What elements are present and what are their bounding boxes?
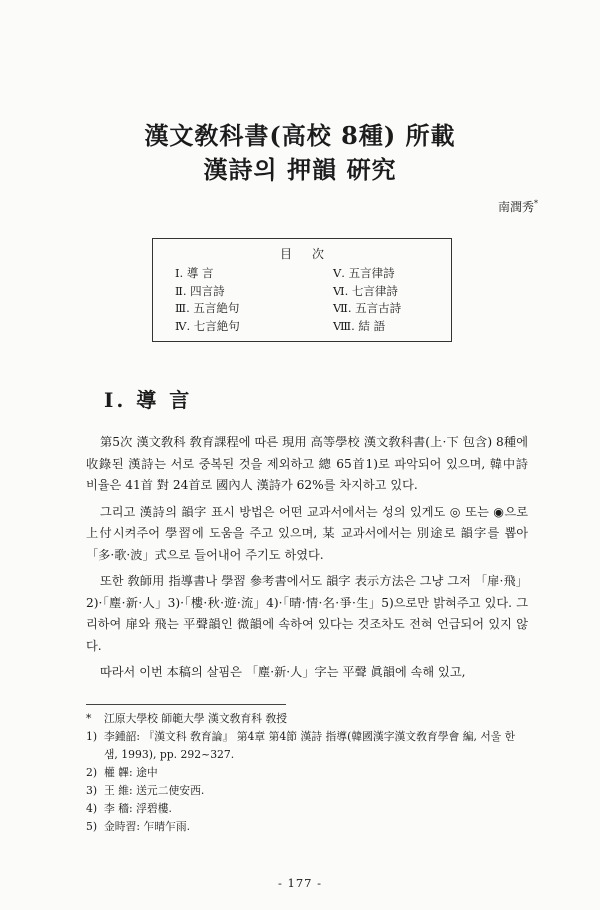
page-number: - 177 - bbox=[277, 876, 323, 890]
footnote bbox=[86, 818, 528, 836]
author bbox=[498, 198, 538, 215]
toc-item: Ⅴ. 五言律詩 bbox=[333, 266, 395, 280]
footnote bbox=[86, 782, 528, 800]
toc-item: Ⅷ. 結 語 bbox=[333, 318, 386, 333]
footnote-mark: 2) bbox=[86, 766, 98, 779]
toc-item: Ⅶ. 五言古詩 bbox=[333, 301, 402, 315]
toc-item: Ⅲ. 五言絶句 bbox=[175, 301, 240, 315]
footnote-text: 李鍾韶: 『漢文科 敎育論』 第4章 第4節 漢詩 指導(韓國漢字漢文敎育學會 編, 서울 한샘, 1993), pp. 292~327. bbox=[104, 730, 516, 761]
footnote bbox=[86, 764, 528, 782]
toc-column-left bbox=[175, 265, 240, 335]
footnote-text: 李 穡: 浮碧樓. bbox=[104, 802, 172, 815]
footnote-mark: 4) bbox=[86, 802, 98, 815]
footnote-divider bbox=[86, 704, 286, 705]
author-footnote-mark: * bbox=[534, 199, 538, 208]
toc-title: 目次 bbox=[279, 247, 344, 261]
body-text bbox=[86, 432, 528, 689]
paragraph: 그리고 漢詩의 韻字 표시 방법은 어떤 교과서에서는 성의 있게도 ◎ 또는 ◉으로 上付시켜주어 學習에 도움을 주고 있으며, 某 교과서에서는 別途로 韻字를 뽑아 「多·歌·波」式으로 들어내어 주기도 하였다. bbox=[86, 504, 528, 562]
page-title-line2: 漢詩의 押韻 硏究 bbox=[203, 155, 397, 184]
paragraph: 第5次 漢文敎科 敎育課程에 따른 現用 高等學校 漢文敎科書(上·下 包含) 8種에 收錄된 漢詩는 서로 중복된 것을 제외하고 總 65首1)로 파악되어 있으며, 韓中詩 비율은 41首 對 24首로 國內人 漢詩가 62%를 차지하고 있다. bbox=[86, 435, 528, 492]
paragraph: 따라서 이번 本稿의 살핌은 「塵·新·人」字는 平聲 眞韻에 속해 있고, bbox=[100, 665, 466, 679]
footnote-mark: 1) bbox=[86, 730, 98, 743]
toc-item: Ⅳ. 七言絶句 bbox=[175, 318, 240, 333]
page-title-line1: 漢文敎科書(高校 8種) 所載 bbox=[144, 121, 456, 150]
footnote-text: 金時習: 乍晴乍雨. bbox=[104, 820, 191, 833]
footnote bbox=[86, 800, 528, 818]
footnote-mark: 5) bbox=[86, 820, 98, 833]
toc-item: Ⅰ. 導 言 bbox=[175, 266, 214, 280]
toc-column-right bbox=[333, 265, 401, 335]
footnote-text: 王 維: 送元二使安西. bbox=[104, 784, 205, 797]
table-of-contents bbox=[152, 238, 452, 342]
footnotes bbox=[86, 710, 528, 836]
footnote bbox=[86, 710, 528, 728]
toc-item: Ⅱ. 四言詩 bbox=[175, 283, 225, 298]
footnote bbox=[86, 728, 528, 764]
footnote-mark: 3) bbox=[86, 784, 98, 797]
footnote-text: 權 韠: 途中 bbox=[104, 766, 158, 779]
section-heading: Ⅰ. 導 言 bbox=[104, 388, 193, 412]
toc-item: Ⅵ. 七言律詩 bbox=[333, 283, 398, 298]
paragraph: 또한 敎師用 指導書나 學習 參考書에서도 韻字 表示方法은 그냥 그저 「扉·飛」2)·「塵·新·人」3)·「樓·秋·遊·流」4)·「晴·情·名·爭·生」5)으로만 밝혀주고 있다. 그리하여 扉와 飛는 平聲韻인 微韻에 속하여 있다는 것조차도 전혀 언급되어 있지 않다. bbox=[86, 574, 528, 653]
footnote-mark: * bbox=[86, 712, 92, 725]
author-name: 南潤秀 bbox=[497, 200, 534, 214]
footnote-text: 江原大學校 師範大學 漢文敎育科 敎授 bbox=[104, 712, 288, 725]
